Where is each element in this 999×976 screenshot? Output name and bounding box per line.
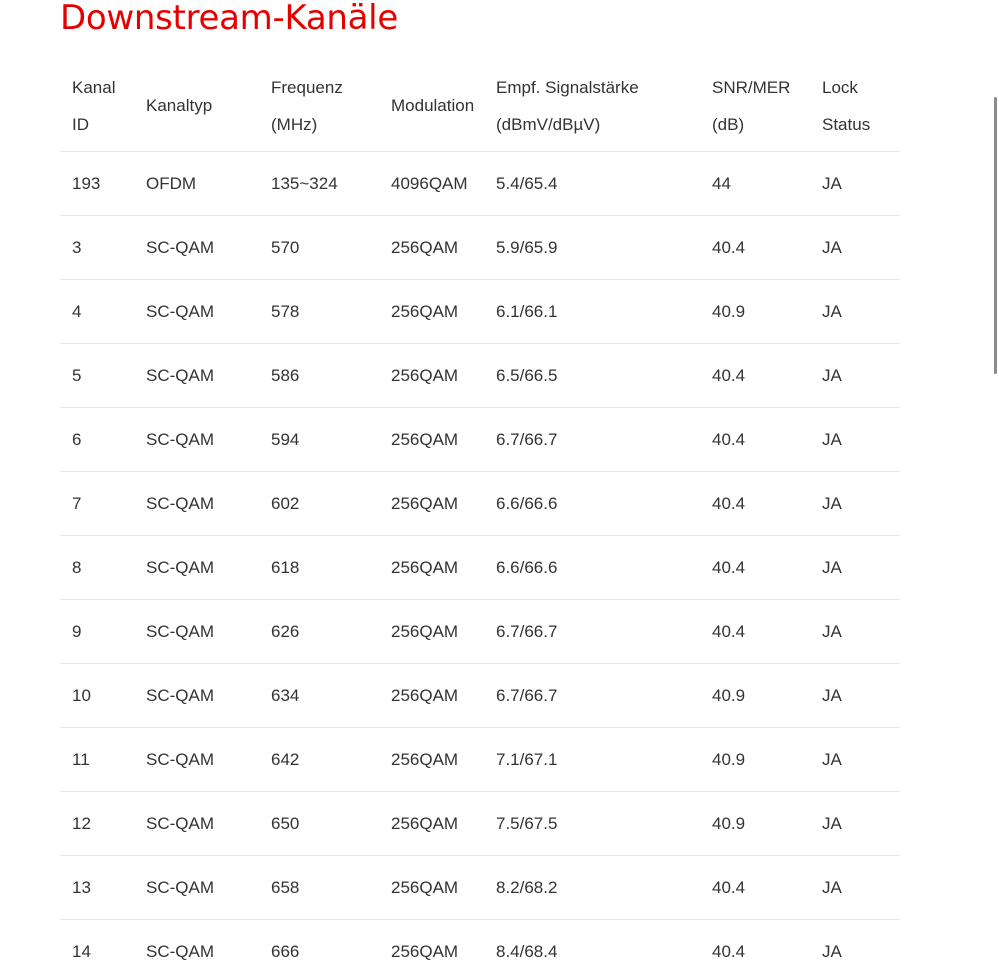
cell-kanaltyp: SC-QAM bbox=[134, 472, 259, 536]
table-row bbox=[60, 344, 900, 408]
header-modulation bbox=[379, 60, 484, 152]
cell-frequenz: 594 bbox=[259, 408, 379, 472]
cell-lock-status: JA bbox=[810, 280, 900, 344]
cell-kanaltyp: SC-QAM bbox=[146, 941, 214, 961]
cell-frequenz: 602 bbox=[259, 472, 379, 536]
header-lock-status bbox=[810, 60, 900, 152]
cell-kanaltyp: SC-QAM bbox=[134, 280, 259, 344]
header-line: SNR/MER bbox=[712, 77, 791, 97]
header-line: Status bbox=[822, 114, 871, 134]
cell-frequenz: 634 bbox=[259, 664, 379, 728]
vertical-scrollbar-thumb[interactable] bbox=[994, 97, 997, 374]
header-line: (dB) bbox=[712, 114, 745, 134]
cell-kanal-id: 10 bbox=[60, 664, 134, 728]
table-row bbox=[60, 792, 900, 856]
cell-kanaltyp: SC-QAM bbox=[134, 856, 259, 920]
cell-modulation: 256QAM bbox=[379, 344, 484, 408]
header-line: Modulation bbox=[391, 96, 475, 115]
table-row bbox=[60, 280, 900, 344]
header-row bbox=[60, 60, 900, 152]
cell-modulation: 256QAM bbox=[379, 408, 484, 472]
cell-lock-status: JA bbox=[810, 216, 900, 280]
table-row bbox=[60, 536, 900, 600]
cell-lock-status: JA bbox=[810, 472, 900, 536]
cell-kanaltyp: SC-QAM bbox=[134, 664, 259, 728]
cell-snr-mer: 40.9 bbox=[700, 792, 810, 856]
page-title: Downstream-Kanäle bbox=[60, 0, 398, 38]
header-snr-mer bbox=[700, 60, 810, 152]
cell-kanaltyp: SC-QAM bbox=[134, 536, 259, 600]
cell-snr-mer: 40.4 bbox=[700, 600, 810, 664]
cell-lock-status: JA bbox=[810, 728, 900, 792]
cell-modulation: 256QAM bbox=[379, 536, 484, 600]
cell-lock-status: JA bbox=[810, 856, 900, 920]
cell-modulation: 256QAM bbox=[379, 664, 484, 728]
cell-kanal-id: 14 bbox=[72, 941, 91, 961]
downstream-table-container bbox=[60, 60, 900, 976]
cell-snr-mer: 40.9 bbox=[700, 728, 810, 792]
cell-frequenz: 586 bbox=[259, 344, 379, 408]
cell-kanal-id: 6 bbox=[60, 408, 134, 472]
cell-snr-mer: 40.4 bbox=[700, 536, 810, 600]
cell-signalstaerke: 6.5/66.5 bbox=[484, 344, 700, 408]
cell-signalstaerke: 6.6/66.6 bbox=[484, 472, 700, 536]
cell-kanal-id: 13 bbox=[60, 856, 134, 920]
downstream-channels-table bbox=[60, 60, 900, 976]
header-line: Frequenz bbox=[271, 77, 343, 97]
cell-frequenz: 666 bbox=[271, 941, 300, 961]
table-body bbox=[60, 152, 900, 976]
cell-kanal-id: 7 bbox=[60, 472, 134, 536]
cell-lock-status: JA bbox=[810, 408, 900, 472]
cell-modulation: 256QAM bbox=[379, 856, 484, 920]
cell-snr-mer: 44 bbox=[700, 152, 810, 216]
cell-snr-mer: 40.9 bbox=[700, 280, 810, 344]
cell-frequenz: 578 bbox=[259, 280, 379, 344]
cell-signalstaerke: 6.7/66.7 bbox=[484, 600, 700, 664]
cell-snr-mer: 40.4 bbox=[700, 856, 810, 920]
header-frequenz bbox=[259, 60, 379, 152]
cell-lock-status: JA bbox=[822, 941, 842, 961]
cell-snr-mer: 40.4 bbox=[700, 472, 810, 536]
header-line: Empf. Signalstärke bbox=[496, 77, 639, 97]
cell-snr-mer: 40.9 bbox=[700, 664, 810, 728]
table-row bbox=[60, 408, 900, 472]
cell-modulation: 256QAM bbox=[379, 472, 484, 536]
cell-modulation: 256QAM bbox=[379, 280, 484, 344]
cell-lock-status: JA bbox=[810, 664, 900, 728]
table-row bbox=[60, 472, 900, 536]
cell-kanaltyp: SC-QAM bbox=[134, 792, 259, 856]
cell-kanaltyp: OFDM bbox=[134, 152, 259, 216]
cell-modulation: 256QAM bbox=[379, 216, 484, 280]
cell-frequenz: 626 bbox=[259, 600, 379, 664]
cell-frequenz: 650 bbox=[259, 792, 379, 856]
cell-signalstaerke: 5.9/65.9 bbox=[484, 216, 700, 280]
cell-frequenz: 618 bbox=[259, 536, 379, 600]
cell-kanal-id: 4 bbox=[60, 280, 134, 344]
cell-snr-mer: 40.4 bbox=[700, 408, 810, 472]
cell-frequenz: 135~324 bbox=[259, 152, 379, 216]
cell-lock-status: JA bbox=[810, 792, 900, 856]
header-line: Kanaltyp bbox=[146, 96, 213, 115]
cell-snr-mer: 40.4 bbox=[700, 216, 810, 280]
cell-kanaltyp: SC-QAM bbox=[134, 728, 259, 792]
header-line: Kanal bbox=[72, 77, 116, 97]
cell-modulation: 256QAM bbox=[379, 728, 484, 792]
table-row bbox=[60, 216, 900, 280]
header-kanaltyp bbox=[134, 60, 259, 152]
table-row bbox=[60, 664, 900, 728]
cell-signalstaerke: 6.1/66.1 bbox=[484, 280, 700, 344]
header-line: ID bbox=[72, 114, 89, 134]
cell-snr-mer: 40.4 bbox=[700, 344, 810, 408]
cell-kanaltyp: SC-QAM bbox=[134, 216, 259, 280]
cell-signalstaerke: 7.5/67.5 bbox=[484, 792, 700, 856]
cell-modulation: 256QAM bbox=[379, 792, 484, 856]
cell-lock-status: JA bbox=[810, 536, 900, 600]
header-line: Lock bbox=[822, 77, 858, 97]
cell-kanal-id: 12 bbox=[60, 792, 134, 856]
cell-signalstaerke: 7.1/67.1 bbox=[484, 728, 700, 792]
header-signalstaerke bbox=[484, 60, 700, 152]
cell-signalstaerke: 6.7/66.7 bbox=[484, 408, 700, 472]
cell-kanaltyp: SC-QAM bbox=[134, 600, 259, 664]
header-line: (dBmV/dBµV) bbox=[496, 114, 601, 134]
cell-kanaltyp: SC-QAM bbox=[134, 344, 259, 408]
cell-signalstaerke: 5.4/65.4 bbox=[484, 152, 700, 216]
cell-lock-status: JA bbox=[810, 344, 900, 408]
cell-kanal-id: 3 bbox=[60, 216, 134, 280]
table-row bbox=[60, 920, 900, 976]
cell-lock-status: JA bbox=[810, 152, 900, 216]
cell-kanal-id: 193 bbox=[60, 152, 134, 216]
cell-kanal-id: 11 bbox=[60, 728, 134, 792]
header-line: (MHz) bbox=[271, 114, 318, 134]
cell-signalstaerke: 6.7/66.7 bbox=[484, 664, 700, 728]
table-row bbox=[60, 152, 900, 216]
cell-signalstaerke: 8.2/68.2 bbox=[484, 856, 700, 920]
cell-modulation: 256QAM bbox=[391, 941, 459, 961]
cell-modulation: 256QAM bbox=[379, 600, 484, 664]
cell-snr-mer: 40.4 bbox=[712, 941, 746, 961]
cell-frequenz: 642 bbox=[259, 728, 379, 792]
cell-kanal-id: 9 bbox=[60, 600, 134, 664]
table-row bbox=[60, 856, 900, 920]
cell-signalstaerke: 6.6/66.6 bbox=[484, 536, 700, 600]
cell-kanal-id: 5 bbox=[60, 344, 134, 408]
cell-frequenz: 570 bbox=[259, 216, 379, 280]
table-header bbox=[60, 60, 900, 152]
cell-signalstaerke: 8.4/68.4 bbox=[496, 941, 558, 961]
cell-kanaltyp: SC-QAM bbox=[134, 408, 259, 472]
table-row bbox=[60, 600, 900, 664]
cell-modulation: 4096QAM bbox=[379, 152, 484, 216]
cell-frequenz: 658 bbox=[259, 856, 379, 920]
table-row bbox=[60, 728, 900, 792]
header-kanal-id bbox=[60, 60, 134, 152]
cell-lock-status: JA bbox=[810, 600, 900, 664]
cell-kanal-id: 8 bbox=[60, 536, 134, 600]
